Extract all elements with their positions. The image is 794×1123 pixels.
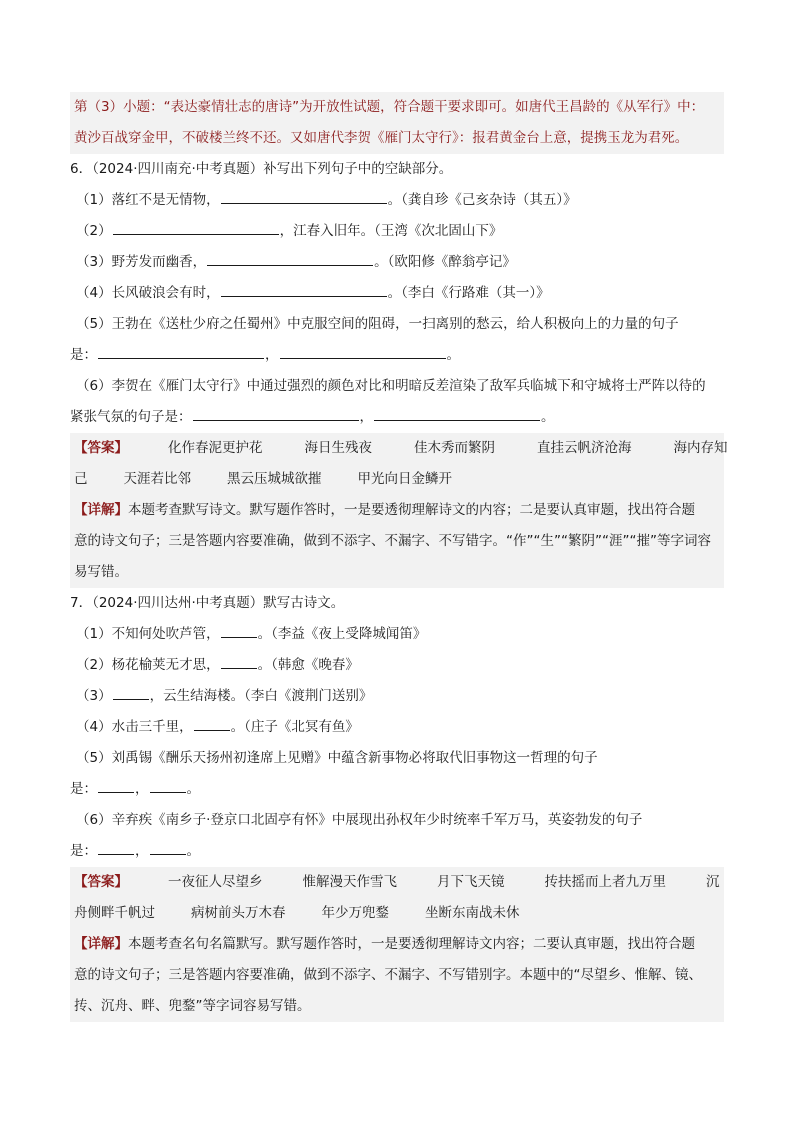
answer-item: 病树前头万木春 [191, 905, 286, 921]
q6-answer-line-2 [74, 464, 720, 495]
q7-answer-block [70, 867, 724, 1022]
answer-item: 黑云压城城欲摧 [227, 471, 322, 487]
answer-item: 直挂云帆济沧海 [537, 440, 632, 456]
answer-blank[interactable] [150, 777, 186, 793]
q6-item-1: （1）落红不是无情物， 。（龚自珍《己亥杂诗（其五）》 [70, 185, 724, 216]
document-page [70, 92, 728, 1022]
q6-detail-line-3: 易写错。 [74, 564, 128, 580]
q7-title: 7．（2024·四川达州·中考真题）默写古诗文。 [70, 595, 345, 611]
q6-detail-line-1: 【详解】本题考查默写诗文。默写题作答时，一是要透彻理解诗文的内容；二是要认真审题，找出符合题 [74, 502, 695, 518]
detail-label: 【详解】 [74, 502, 128, 518]
answer-item: 佳木秀而繁阴 [414, 440, 495, 456]
answer-item: 坐断东南战未休 [425, 905, 520, 921]
q7-item-6-line-1: （6）辛弃疾《南乡子·登京口北固亭有怀》中展现出孙权年少时统率千军万马，英姿勃发的句子 [76, 812, 643, 828]
q6-title: 6．（2024·四川南充·中考真题）补写出下列句子中的空缺部分。 [70, 161, 453, 177]
q7-item-4: （4）水击三千里， 。（庄子《北冥有鱼》 [70, 712, 724, 743]
q6-item-5-line-1: （5）王勃在《送杜少府之任蜀州》中克服空间的阻碍，一扫离别的愁云，给人积极向上的力量的句子 [76, 316, 679, 332]
q7-answer-line-1 [74, 867, 720, 898]
answer-item: 海内存知 [673, 440, 728, 456]
q6-answer-block [70, 433, 728, 588]
q7-item-3: （3） ，云生结海楼。（李白《渡荆门送别》 [70, 681, 724, 712]
note-line-1: 第（3）小题：“表达豪情壮志的唐诗”为开放性试题，符合题干要求即可。如唐代王昌龄的《从军行》中： [74, 99, 705, 115]
note-block [70, 92, 724, 154]
answer-blank[interactable] [193, 405, 359, 421]
answer-label: 【答案】 [74, 440, 128, 456]
q6-item-4: （4）长风破浪会有时， 。（李白《行路难（其一）》 [70, 278, 724, 309]
answer-item: 惟解漫天作雪飞 [302, 874, 397, 890]
answer-blank[interactable] [98, 343, 264, 359]
answer-blank[interactable] [113, 219, 279, 235]
q6-item-3: （3）野芳发而幽香， 。（欧阳修《醉翁亭记》 [70, 247, 724, 278]
q6-item-5-line-2: 是： ， 。 [70, 340, 724, 371]
answer-item: 天涯若比邻 [123, 471, 191, 487]
q7-detail-line-1: 【详解】本题考查名句名篇默写。默写题作答时，一是要透彻理解诗文内容；二要认真审题，找出符合题 [74, 936, 695, 952]
q6-answer-line-1 [74, 433, 728, 464]
q7-item-1: （1）不知何处吹芦管， 。（李益《夜上受降城闻笛》 [70, 619, 724, 650]
q7-detail-line-2: 意的诗文句子；三是答题内容要准确，做到不添字、不漏字、不写错别字。本题中的“尽望乡、惟解、镜、 [74, 967, 702, 983]
q6-item-2: （2） ，江春入旧年。（王湾《次北固山下》 [70, 216, 724, 247]
answer-blank[interactable] [113, 684, 149, 700]
answer-item: 沉 [706, 874, 720, 890]
answer-item: 海日生残夜 [304, 440, 372, 456]
answer-item: 年少万兜鍪 [321, 905, 389, 921]
q7-item-5-line-2: 是： ， 。 [70, 774, 724, 805]
answer-blank[interactable] [98, 839, 134, 855]
q7-item-2: （2）杨花榆荚无才思， 。（韩愈《晚春》 [70, 650, 724, 681]
answer-blank[interactable] [221, 188, 387, 204]
answer-item: 一夜征人尽望乡 [168, 874, 263, 890]
note-label: 第（3）小题： [74, 99, 164, 115]
q6-detail-line-2: 意的诗文句子；三是答题内容要准确，做到不添字、不漏字、不写错字。“作”“生”“繁阴”“涯”“摧”等字词容 [74, 533, 711, 549]
answer-blank[interactable] [280, 343, 446, 359]
q7-answer-line-2 [74, 898, 720, 929]
answer-label: 【答案】 [74, 874, 128, 890]
answer-blank[interactable] [98, 777, 134, 793]
answer-item: 抟扶摇而上者九万里 [544, 874, 666, 890]
answer-blank[interactable] [221, 653, 257, 669]
q7-item-5-line-1: （5）刘禹锡《酬乐天扬州初逢席上见赠》中蕴含新事物必将取代旧事物这一哲理的句子 [76, 750, 598, 766]
answer-blank[interactable] [221, 622, 257, 638]
q6-item-6-line-2: 紧张气氛的句子是： ， 。 [70, 402, 724, 433]
note-line-2: 黄沙百战穿金甲，不破楼兰终不还。又如唐代李贺《雁门太守行》：报君黄金台上意，提携玉龙为君死。 [74, 130, 689, 146]
answer-blank[interactable] [150, 839, 186, 855]
answer-item: 己 [74, 471, 88, 487]
q7-item-6-line-2: 是： ， 。 [70, 836, 724, 867]
answer-item: 月下飞天镜 [437, 874, 505, 890]
answer-blank[interactable] [207, 250, 373, 266]
detail-label: 【详解】 [74, 936, 128, 952]
q6-item-6-line-1: （6）李贺在《雁门太守行》中通过强烈的颜色对比和明暗反差渲染了敌军兵临城下和守城将士严阵以待的 [76, 378, 706, 394]
answer-item: 化作春泥更护花 [168, 440, 263, 456]
q7-detail-line-3: 抟、沉舟、畔、兜鍪”等字词容易写错。 [74, 998, 311, 1014]
answer-blank[interactable] [221, 281, 387, 297]
answer-item: 甲光向日金鳞开 [357, 471, 452, 487]
answer-item: 舟侧畔千帆过 [74, 905, 155, 921]
answer-blank[interactable] [374, 405, 540, 421]
answer-blank[interactable] [194, 715, 230, 731]
